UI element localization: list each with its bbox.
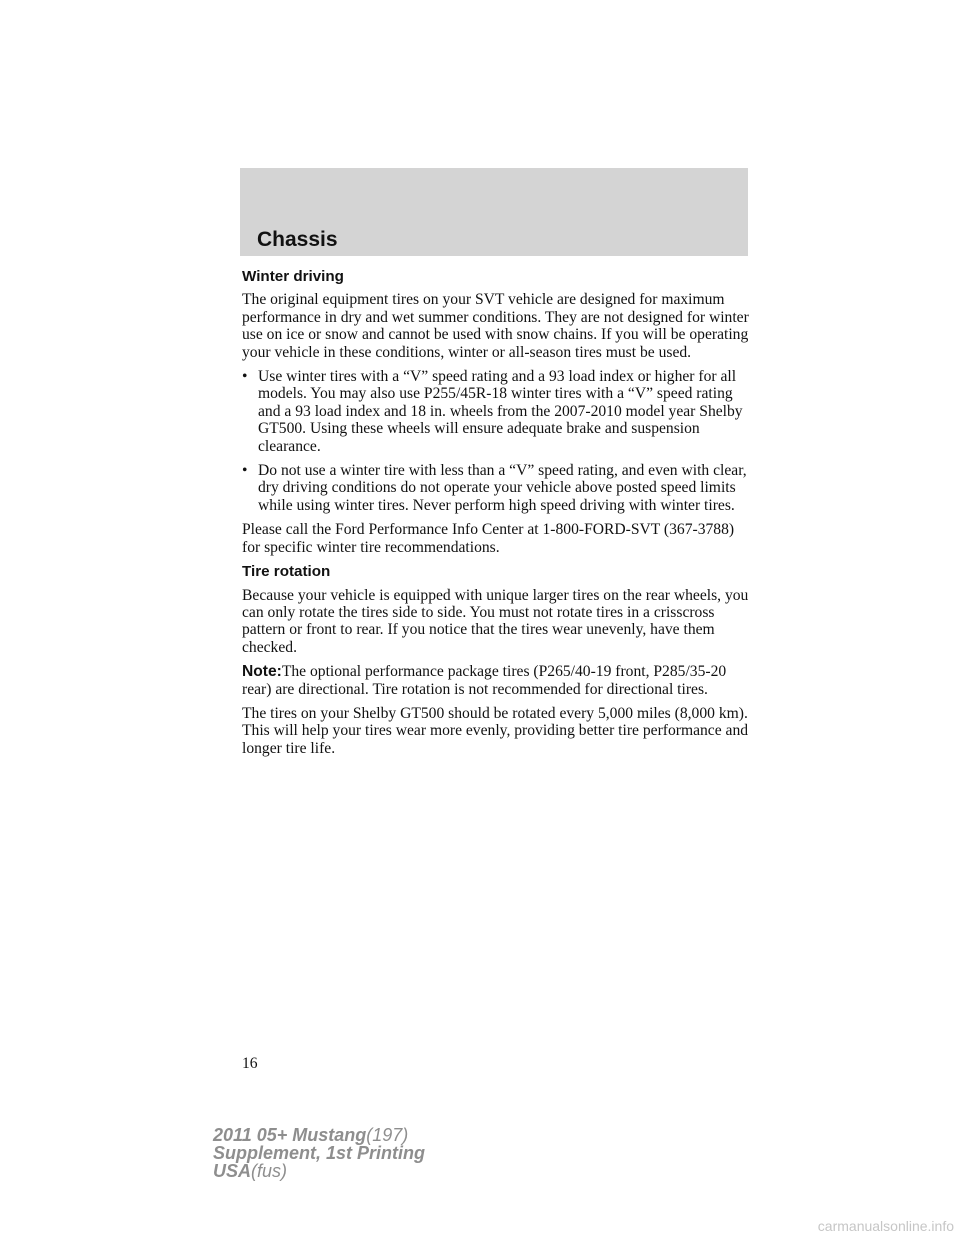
footer-line-1 [213, 1126, 425, 1144]
rotation-interval-paragraph: The tires on your Shelby GT500 should be rotated every 5,000 miles (8,000 km). This will help your tires wear more evenly, providing better tire performance and longer tire life. [242, 704, 749, 757]
footer-line-3 [213, 1162, 425, 1180]
print-footer [213, 1126, 425, 1180]
site-watermark: carmanualsonline.info [817, 1218, 954, 1234]
section-header-band [240, 168, 748, 256]
bullet-icon: • [242, 368, 248, 386]
footer-region-code: (fus) [251, 1161, 288, 1181]
list-item-text: Do not use a winter tire with less than a “V” speed rating, and even with clear, dry driving conditions do not operate your vehicle above posted speed limits while using winter tires. Never perform high speed driving with winter tires. [258, 462, 747, 514]
section-title: Chassis [257, 228, 338, 251]
list-item-text: Use winter tires with a “V” speed rating and a 93 load index or higher for all models. You may also use P255/45R-18 winter tires with a “V” speed rating and a 93 load index and 18 in. wheels from the 2007-2010 model year Shelby GT500. Using these wheels will ensure adequate brake and suspension clearance. [258, 368, 743, 455]
footer-code: (197) [366, 1125, 409, 1145]
footer-model: 2011 05+ Mustang [213, 1125, 367, 1145]
list-item [242, 368, 752, 455]
footer-region: USA [213, 1161, 252, 1181]
note-text: The optional performance package tires (P265/40-19 front, P285/35-20 rear) are directional. Tire rotation is not recommended for directional tires. [242, 663, 727, 698]
note-paragraph [242, 663, 752, 698]
page-content [242, 268, 752, 764]
note-label: Note: [242, 663, 282, 681]
bullet-icon: • [242, 462, 248, 480]
winter-driving-heading: Winter driving [242, 268, 344, 285]
tire-rotation-heading: Tire rotation [242, 563, 331, 581]
info-center-paragraph: Please call the Ford Performance Info Center at 1-800-FORD-SVT (367-3788) for specific winter tire recommendations. [242, 521, 735, 556]
list-item [242, 462, 752, 514]
rotation-paragraph: Because your vehicle is equipped with unique larger tires on the rear wheels, you can only rotate the tires side to side. You must not rotate tires in a crisscross pattern or front to rear. If you notice that the tires wear unevenly, have them checked. [242, 586, 749, 656]
page-number: 16 [242, 1055, 258, 1072]
footer-line-2: Supplement, 1st Printing [213, 1143, 426, 1163]
winter-intro-paragraph: The original equipment tires on your SVT vehicle are designed for maximum performance in dry and wet summer conditions. They are not designed for winter use on ice or snow and cannot be used with snow chains. If you will be operating your vehicle in these conditions, winter or all-season tires must be used. [242, 291, 749, 361]
